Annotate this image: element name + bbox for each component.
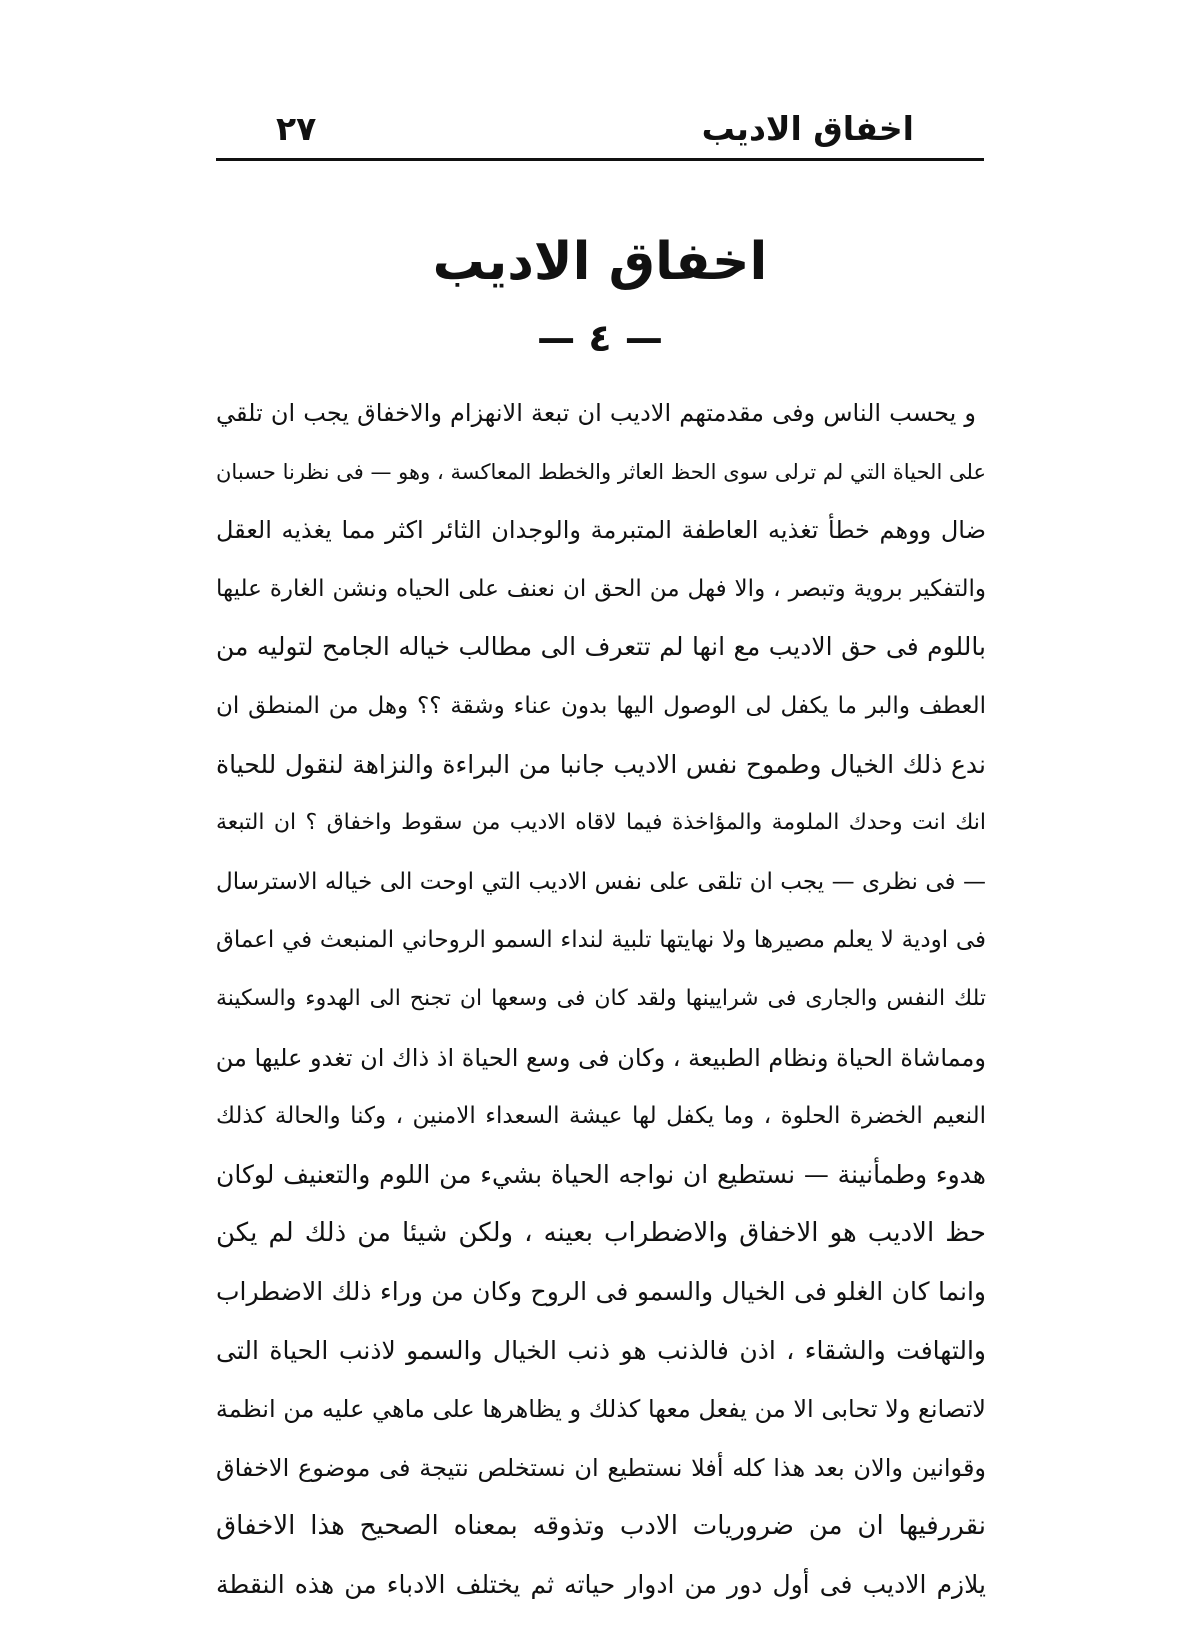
- text-line: — فى نظرى — يجب ان تلقى على نفس الاديب التي اوحت الى خياله الاسترسال: [216, 868, 986, 895]
- running-title: اخفاق الاديب: [701, 108, 914, 148]
- chapter-title: اخفاق الاديب: [432, 232, 768, 292]
- text-line: ضال ووهم خطأ تغذيه العاطفة المتبرمة والوجدان الثائر اكثر مما يغذيه العقل: [216, 516, 986, 545]
- text-line: نقررفيها ان من ضروريات الادب وتذوقه بمعناه الصحيح هذا الاخفاق: [216, 1511, 986, 1542]
- text-line: يلازم الاديب فى أول دور من ادوار حياته ثم يختلف الادباء من هذه النقطة: [216, 1569, 986, 1599]
- part-number: — ٤ —: [537, 316, 663, 360]
- text-line: باللوم فى حق الاديب مع انها لم تتعرف الى مطالب خياله الجامح لتوليه من: [216, 632, 986, 662]
- header-divider: [216, 158, 984, 161]
- text-line: والتهافت والشقاء ، اذن فالذنب هو ذنب الخيال والسمو لاذنب الحياة التى: [216, 1335, 986, 1365]
- text-line: وقوانين والان بعد هذا كله أفلا نستطيع ان نستخلص نتيجة فى موضوع الاخفاق: [216, 1453, 986, 1482]
- running-header: [216, 100, 984, 156]
- text-line: لاتصانع ولا تحابى الا من يفعل معها كذلك و يظاهرها على ماهي عليه من انظمة: [216, 1395, 986, 1424]
- text-line: تلك النفس والجارى فى شرايينها ولقد كان فى وسعها ان تجنح الى الهدوء والسكينة: [216, 985, 986, 1011]
- text-line: ومماشاة الحياة ونظام الطبيعة ، وكان فى وسع الحياة اذ ذاك ان تغدو عليها من: [216, 1043, 986, 1072]
- text-line: هدوء وطمأنينة — نستطيع ان نواجه الحياة بشيء من اللوم والتعنيف لوكان: [216, 1159, 986, 1189]
- text-line: انك انت وحدك الملومة والمؤاخذة فيما لاقاه الاديب من سقوط واخفاق ؟ ان التبعة: [216, 810, 986, 836]
- text-line: والتفكير بروية وتبصر ، والا فهل من الحق ان نعنف على الحياه ونشن الغارة عليها: [216, 575, 986, 602]
- text-line: النعيم الخضرة الحلوة ، وما يكفل لها عيشة السعداء الامنين ، وكنا والحالة كذلك: [216, 1103, 986, 1130]
- text-line: على الحياة التي لم ترلى سوى الحظ العاثر والخطط المعاكسة ، وهو — فى نظرنا حسبان: [216, 459, 986, 484]
- page-number: ٢٧: [276, 108, 317, 148]
- body-text: [216, 384, 986, 1614]
- text-line: العطف والبر ما يكفل لى الوصول اليها بدون عناء وشقة ؟؟ وهل من المنطق ان: [216, 692, 986, 719]
- text-line: فى اودية لا يعلم مصيرها ولا نهايتها تلبية لنداء السمو الروحاني المنبعث في اعماق: [216, 927, 986, 954]
- text-line: ندع ذلك الخيال وطموح نفس الاديب جانبا من البراءة والنزاهة لنقول للحياة: [216, 749, 986, 779]
- text-line: وانما كان الغلو فى الخيال والسمو فى الروح وكان من وراء ذلك الاضطراب: [216, 1276, 986, 1306]
- text-line: حظ الاديب هو الاخفاق والاضطراب بعينه ، ولكن شيئا من ذلك لم يكن: [216, 1218, 986, 1249]
- text-line: و يحسب الناس وفى مقدمتهم الاديب ان تبعة الانهزام والاخفاق يجب ان تلقي: [216, 399, 976, 427]
